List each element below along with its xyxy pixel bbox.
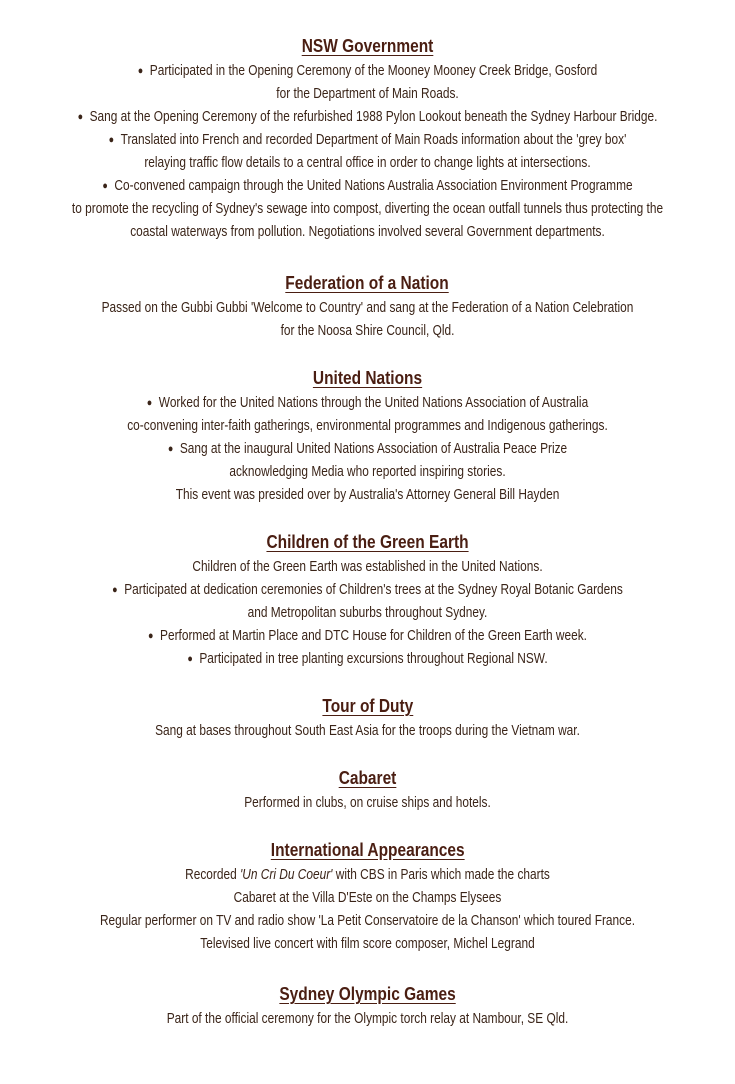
heading-green-earth: Children of the Green Earth	[266, 532, 469, 552]
paragraph-line: Televised live concert with film score composer, Michel Legrand	[200, 936, 535, 952]
bullet-icon: ●	[102, 180, 108, 192]
section-federation	[0, 271, 735, 343]
list-item-continuation: This event was presided over by Australia's Attorney General Bill Hayden	[175, 487, 560, 503]
heading-olympic-games: Sydney Olympic Games	[279, 984, 456, 1004]
list-item-continuation: to promote the recycling of Sydney's sewage into compost, diverting the ocean outfall tunnels thus protecting the	[71, 201, 664, 217]
list-item-continuation: for the Department of Main Roads.	[276, 86, 459, 102]
paragraph-line: Regular performer on TV and radio show 'La Petit Conservatoire de la Chanson' which toured France.	[99, 913, 636, 929]
bullet-icon: ●	[167, 443, 174, 455]
paragraph-line: Sang at bases throughout South East Asia for the troops during the Vietnam war.	[155, 723, 580, 739]
section-olympic-games	[0, 982, 735, 1031]
heading-cabaret: Cabaret	[338, 768, 397, 788]
heading-nsw-government: NSW Government	[301, 36, 434, 56]
heading-united-nations: United Nations	[312, 368, 423, 388]
bullet-icon: ●	[112, 584, 118, 596]
list-item: ● Worked for the United Nations through the United Nations Association of Australia	[66, 392, 669, 415]
list-item: ● Participated in the Opening Ceremony of the Mooney Mooney Creek Bridge, Gosford	[66, 60, 669, 83]
list-item: ● Co-convened campaign through the United Nations Australia Association Environment Programme	[66, 175, 669, 198]
paragraph-line: Passed on the Gubbi Gubbi 'Welcome to Country' and sang at the Federation of a Nation Celebration	[101, 300, 634, 316]
list-item-continuation: relaying traffic flow details to a central office in order to change lights at intersections.	[144, 155, 591, 171]
list-item: ● Sang at the Opening Ceremony of the refurbished 1988 Pylon Lookout beneath the Sydney Harbour Bridge.	[66, 106, 669, 129]
bullet-icon: ●	[77, 111, 84, 123]
list-item-continuation: and Metropolitan suburbs throughout Sydney.	[247, 605, 488, 621]
paragraph-line: Recorded 'Un Cri Du Coeur' with CBS in Paris which made the charts	[185, 867, 550, 883]
list-item-continuation: co-convening inter-faith gatherings, environmental programmes and Indigenous gatherings.	[127, 418, 608, 434]
list-item: ● Participated in tree planting excursions throughout Regional NSW.	[66, 648, 669, 671]
heading-tour-of-duty: Tour of Duty	[322, 696, 413, 716]
section-united-nations	[0, 366, 735, 507]
bullet-icon: ●	[187, 653, 193, 665]
bullet-icon: ●	[148, 630, 154, 642]
section-green-earth	[0, 530, 735, 671]
list-item-continuation: acknowledging Media who reported inspiring stories.	[229, 464, 506, 480]
album-title: 'Un Cri Du Coeur'	[240, 867, 333, 883]
section-nsw-government	[0, 34, 735, 244]
section-cabaret	[0, 766, 735, 815]
bullet-icon: ●	[137, 65, 144, 77]
list-item: ● Participated at dedication ceremonies of Children's trees at the Sydney Royal Botanic Gardens	[66, 579, 669, 602]
bullet-icon: ●	[108, 134, 115, 146]
list-item-continuation: coastal waterways from pollution. Negotiations involved several Government departments.	[130, 224, 605, 240]
section-international	[0, 838, 735, 956]
paragraph-line: for the Noosa Shire Council, Qld.	[280, 323, 455, 339]
paragraph-line: Performed in clubs, on cruise ships and hotels.	[244, 795, 491, 811]
paragraph-line: Part of the official ceremony for the Olympic torch relay at Nambour, SE Qld.	[166, 1011, 569, 1027]
heading-federation: Federation of a Nation	[285, 273, 450, 293]
paragraph-line: Children of the Green Earth was established in the United Nations.	[192, 559, 543, 575]
paragraph-line: Cabaret at the Villa D'Este on the Champs Elysees	[233, 890, 502, 906]
list-item: ● Translated into French and recorded Department of Main Roads information about the 'grey box'	[66, 129, 669, 152]
bullet-icon: ●	[146, 397, 153, 409]
section-tour-of-duty	[0, 694, 735, 743]
list-item: ● Performed at Martin Place and DTC House for Children of the Green Earth week.	[66, 625, 669, 648]
list-item: ● Sang at the inaugural United Nations Association of Australia Peace Prize	[66, 438, 669, 461]
heading-international: International Appearances	[270, 840, 465, 860]
